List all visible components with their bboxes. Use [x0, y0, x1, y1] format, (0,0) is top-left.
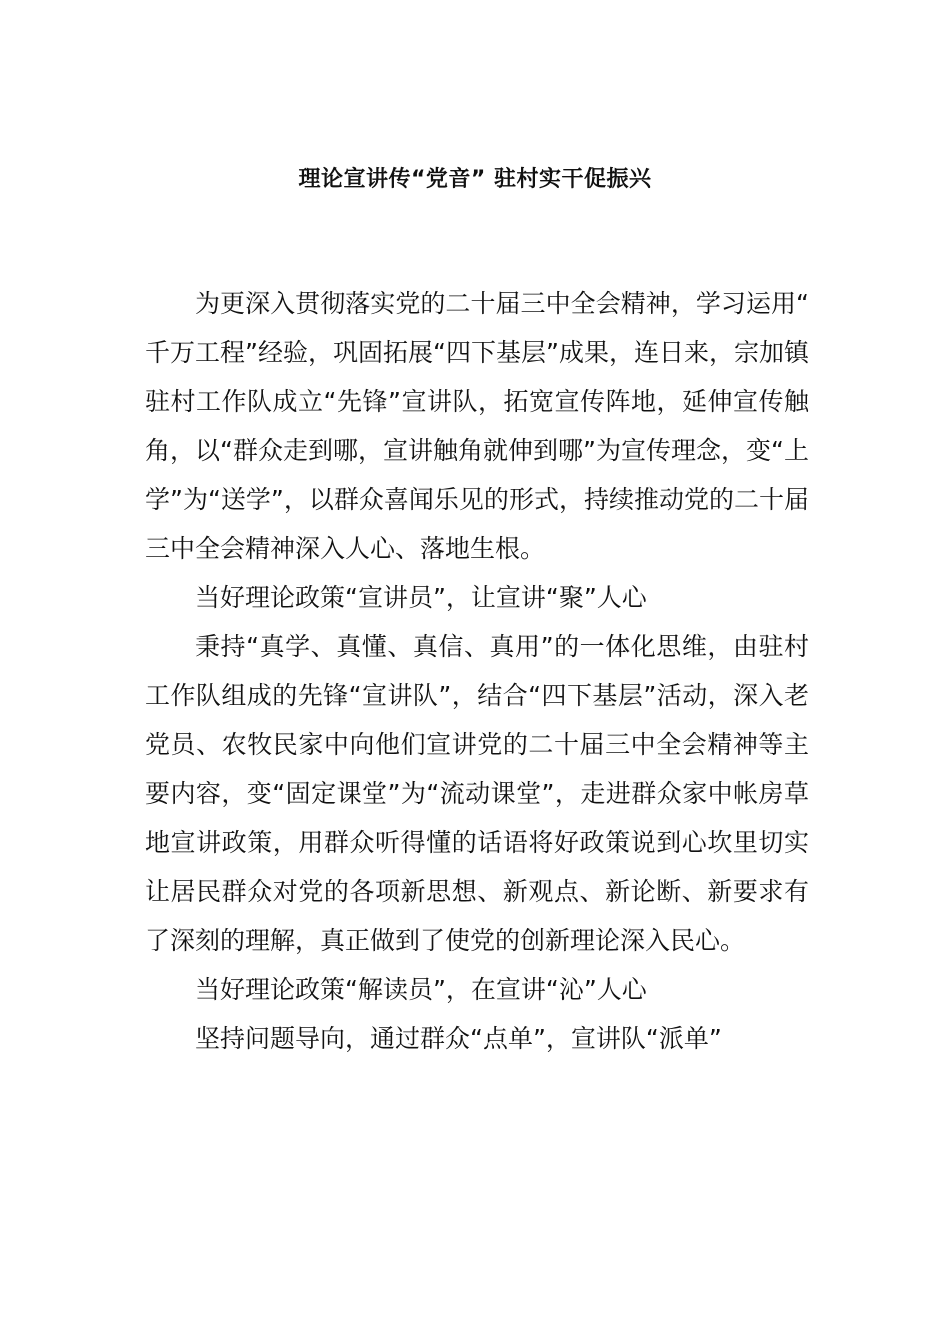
paragraph-interpreter: 坚持问题导向，通过群众“点单”，宣讲队“派单” [195, 1024, 722, 1053]
document-title: 理论宣讲传“党音” 驻村实干促振兴 [298, 167, 652, 192]
paragraph-intro: 为更深入贯彻落实党的二十届三中全会精神，学习运用“千万工程”经验，巩固拓展“四下基层”成果，连日来，宗加镇驻村工作队成立“先锋”宣讲队，拓宽宣传阵地，延伸宣传触角，以“群众走到哪，宣讲触角就伸到哪”为宣传理念，变“上学”为“送学”，以群众喜闻乐见的形式，持续推动党的二十届三中全会精神深入人心、落地生根。 [145, 289, 809, 563]
section-heading-interpreter: 当好理论政策“解读员”，在宣讲“沁”人心 [195, 975, 647, 1004]
paragraph-propagandist: 秉持“真学、真懂、真信、真用”的一体化思维，由驻村工作队组成的先锋“宣讲队”，结合“四下基层”活动，深入老党员、农牧民家中向他们宣讲党的二十届三中全会精神等主要内容，变“固定课堂”为“流动课堂”，走进群众家中帐房草地宣讲政策，用群众听得懂的话语将好政策说到心坎里切实让居民群众对党的各项新思想、新观点、新论断、新要求有了深刻的理解，真正做到了使党的创新理论深入民心。 [145, 632, 809, 955]
document-body [145, 279, 809, 1063]
section-heading-propagandist: 当好理论政策“宣讲员”，让宣讲“聚”人心 [195, 583, 647, 612]
